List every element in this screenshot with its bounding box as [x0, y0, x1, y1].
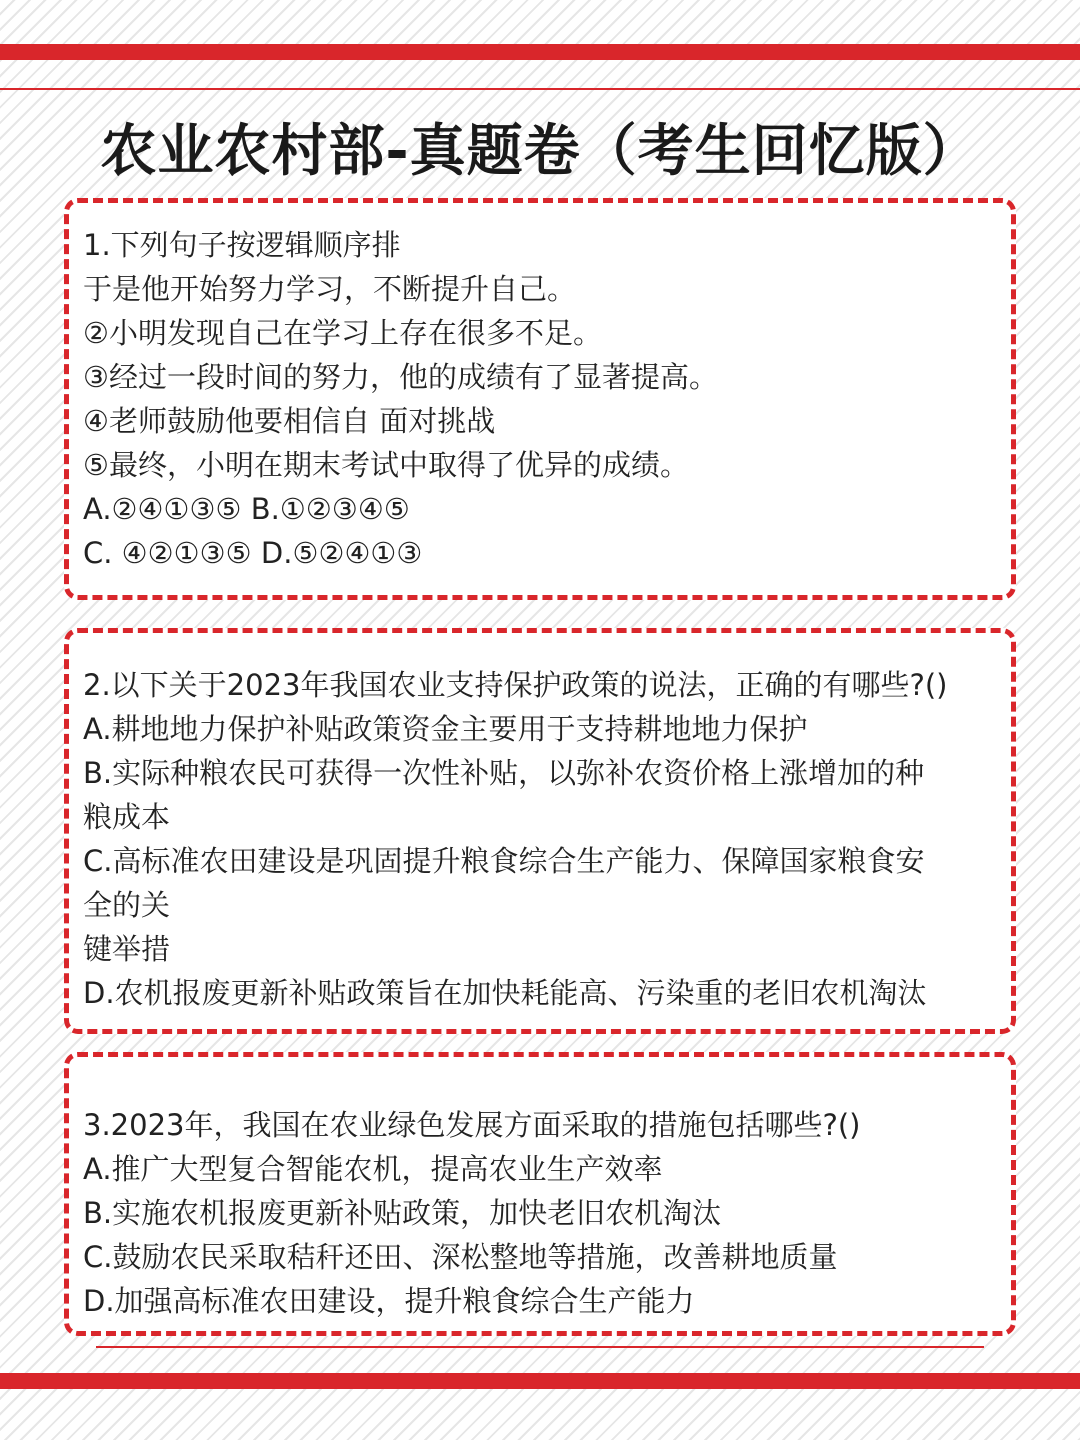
question-1-sentence-1: 于是他开始努力学习，不断提升自己。 [83, 272, 577, 306]
bottom-divider [96, 1346, 984, 1348]
question-2-option-b: B.实际种粮农民可获得一次性补贴，以弥补农资价格上涨增加的种 [83, 756, 925, 790]
question-2-option-c-cont-2: 键举措 [83, 932, 171, 966]
top-divider [0, 88, 1080, 90]
question-3-option-c: C.鼓励农民采取秸秆还田、深松整地等措施，改善耕地质量 [83, 1240, 838, 1274]
question-2-option-d: D.农机报废更新补贴政策旨在加快耗能高、污染重的老旧农机淘汰 [83, 976, 927, 1010]
question-3-option-a: A.推广大型复合智能农机，提高农业生产效率 [83, 1152, 663, 1186]
question-1-sentence-5: ⑤最终，小明在期末考试中取得了优异的成绩。 [83, 448, 689, 482]
question-card-3 [64, 1052, 1016, 1336]
question-1-sentence-4: ④老师鼓励他要相信自 面对挑战 [83, 404, 496, 438]
question-3-option-d: D.加强高标准农田建设，提升粮食综合生产能力 [83, 1284, 695, 1318]
question-1-options-cd: C. ④②①③⑤ D.⑤②④①③ [83, 536, 423, 570]
question-2-option-c: C.高标准农田建设是巩固提升粮食综合生产能力、保障国家粮食安 [83, 844, 925, 878]
question-2-stem: 2.以下关于2023年我国农业支持保护政策的说法，正确的有哪些?() [83, 668, 948, 702]
question-1-sentence-3: ③经过一段时间的努力，他的成绩有了显著提高。 [83, 360, 718, 394]
question-1-sentence-2: ②小明发现自己在学习上存在很多不足。 [83, 316, 602, 350]
question-2-option-c-cont-1: 全的关 [83, 888, 171, 922]
question-3-stem: 3.2023年，我国在农业绿色发展方面采取的措施包括哪些?() [83, 1108, 861, 1142]
question-card-1 [64, 198, 1016, 600]
question-1-options-ab: A.②④①③⑤ B.①②③④⑤ [83, 492, 410, 526]
question-3-option-b: B.实施农机报废更新补贴政策，加快老旧农机淘汰 [83, 1196, 722, 1230]
bottom-red-band [0, 1373, 1080, 1389]
top-red-band [0, 44, 1080, 60]
question-2-option-a: A.耕地地力保护补贴政策资金主要用于支持耕地地力保护 [83, 712, 808, 746]
page-title: 农业农村部-真题卷（考生回忆版） [100, 119, 980, 184]
question-2-option-b-cont: 粮成本 [83, 800, 171, 834]
question-card-2 [64, 628, 1016, 1034]
question-1-stem: 1.下列句子按逻辑顺序排 [83, 228, 401, 262]
